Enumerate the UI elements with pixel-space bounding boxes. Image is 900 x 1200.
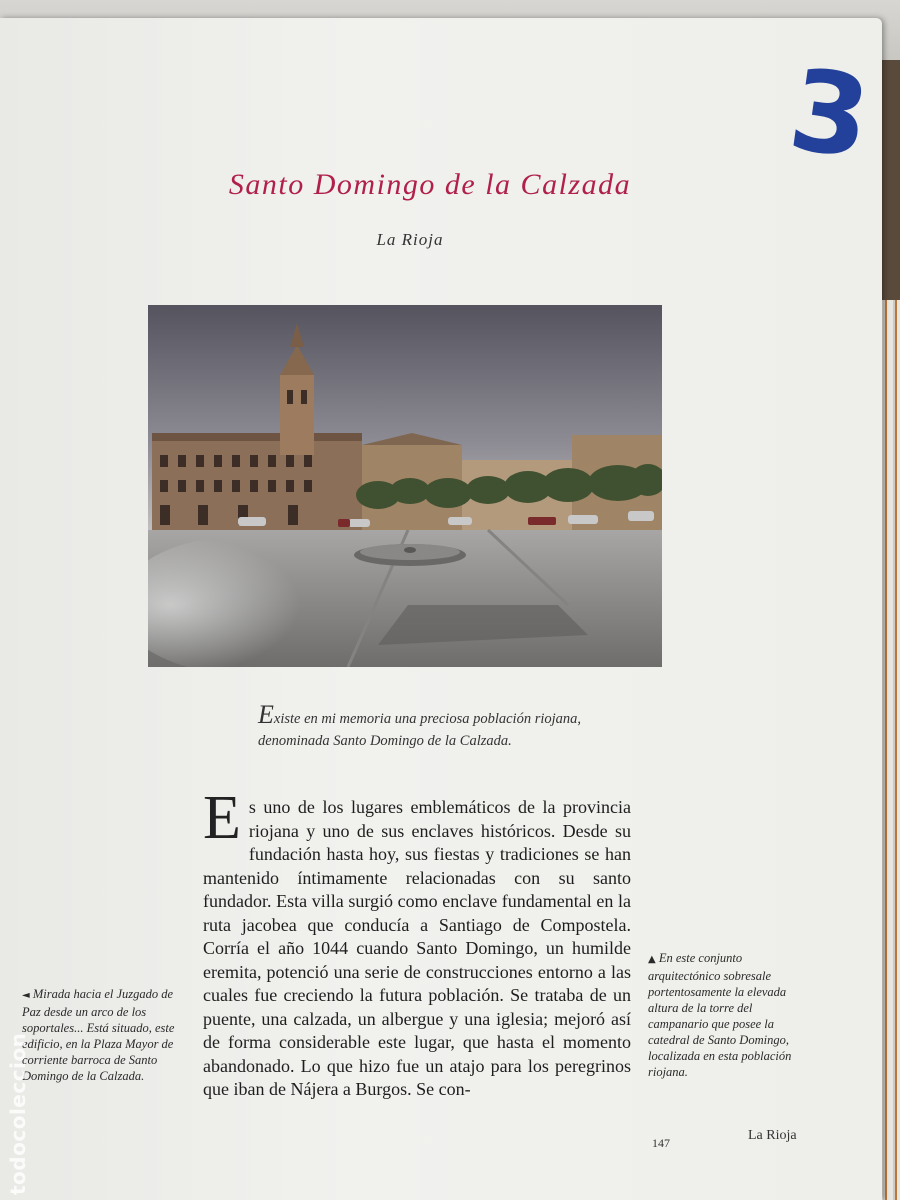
handwritten-page-mark: 3 bbox=[781, 44, 878, 185]
running-head: La Rioja bbox=[748, 1128, 797, 1143]
epigraph-line-1: xiste en mi memoria una preciosa población riojana, bbox=[273, 711, 582, 727]
arrow-up-icon: ▲ bbox=[648, 954, 656, 965]
epigraph bbox=[258, 700, 668, 752]
watermark bbox=[2, 1025, 28, 1200]
book-page bbox=[0, 18, 882, 1200]
page-number: 147 bbox=[652, 1136, 670, 1150]
body-paragraph bbox=[203, 784, 631, 1102]
page-subtitle: La Rioja bbox=[376, 230, 444, 249]
watermark-text: todocoleccion bbox=[6, 1032, 30, 1195]
caption-right-text: En este conjunto arquitectónico sobresale portentosamente la elevada altura de la torre del campanario que posee la catedral de Santo Domingo, localizada en esta población riojana. bbox=[648, 951, 792, 1079]
arrow-left-icon: ◄ bbox=[22, 990, 30, 1001]
caption-right bbox=[648, 950, 808, 1080]
caption-left-text: Mirada hacia el Juzgado de Paz desde un arco de los soportales... Está situado, este edificio, en la Plaza Mayor de corriente barroca de Santo Domingo de la Calzada. bbox=[22, 987, 175, 1083]
epigraph-line-2: denominada Santo Domingo de la Calzada. bbox=[258, 733, 512, 749]
caption-left bbox=[22, 986, 192, 1084]
page-title: Santo Domingo de la Calzada bbox=[228, 168, 632, 201]
plaza-photo bbox=[148, 305, 662, 667]
epigraph-initial: E bbox=[258, 700, 274, 729]
bell-tower bbox=[280, 375, 314, 455]
drop-cap: E bbox=[203, 784, 241, 852]
body-text: s uno de los lugares emblemáticos de la provincia riojana y uno de sus enclaves históricos. Desde su fundación hasta hoy, sus fiestas y tradiciones se han mantenido íntimamente relacionadas con su santo fundador. Esta villa surgió como enclave fundamental en la ruta jacobea que conducía a Santiago de Compostela. Corría el año 1044 cuando Santo Domingo, un humilde eremita, potenció una serie de construcciones entorno a las cuales fue creciendo la futura población. Se trataba de un puente, una calzada, un albergue y una iglesia; mejoró así de forma considerable este lugar, que hasta el momento abandonado. Lo que hizo fue un atajo para los peregrinos que iban de Nájera a Burgos. Se con- bbox=[203, 797, 631, 1099]
